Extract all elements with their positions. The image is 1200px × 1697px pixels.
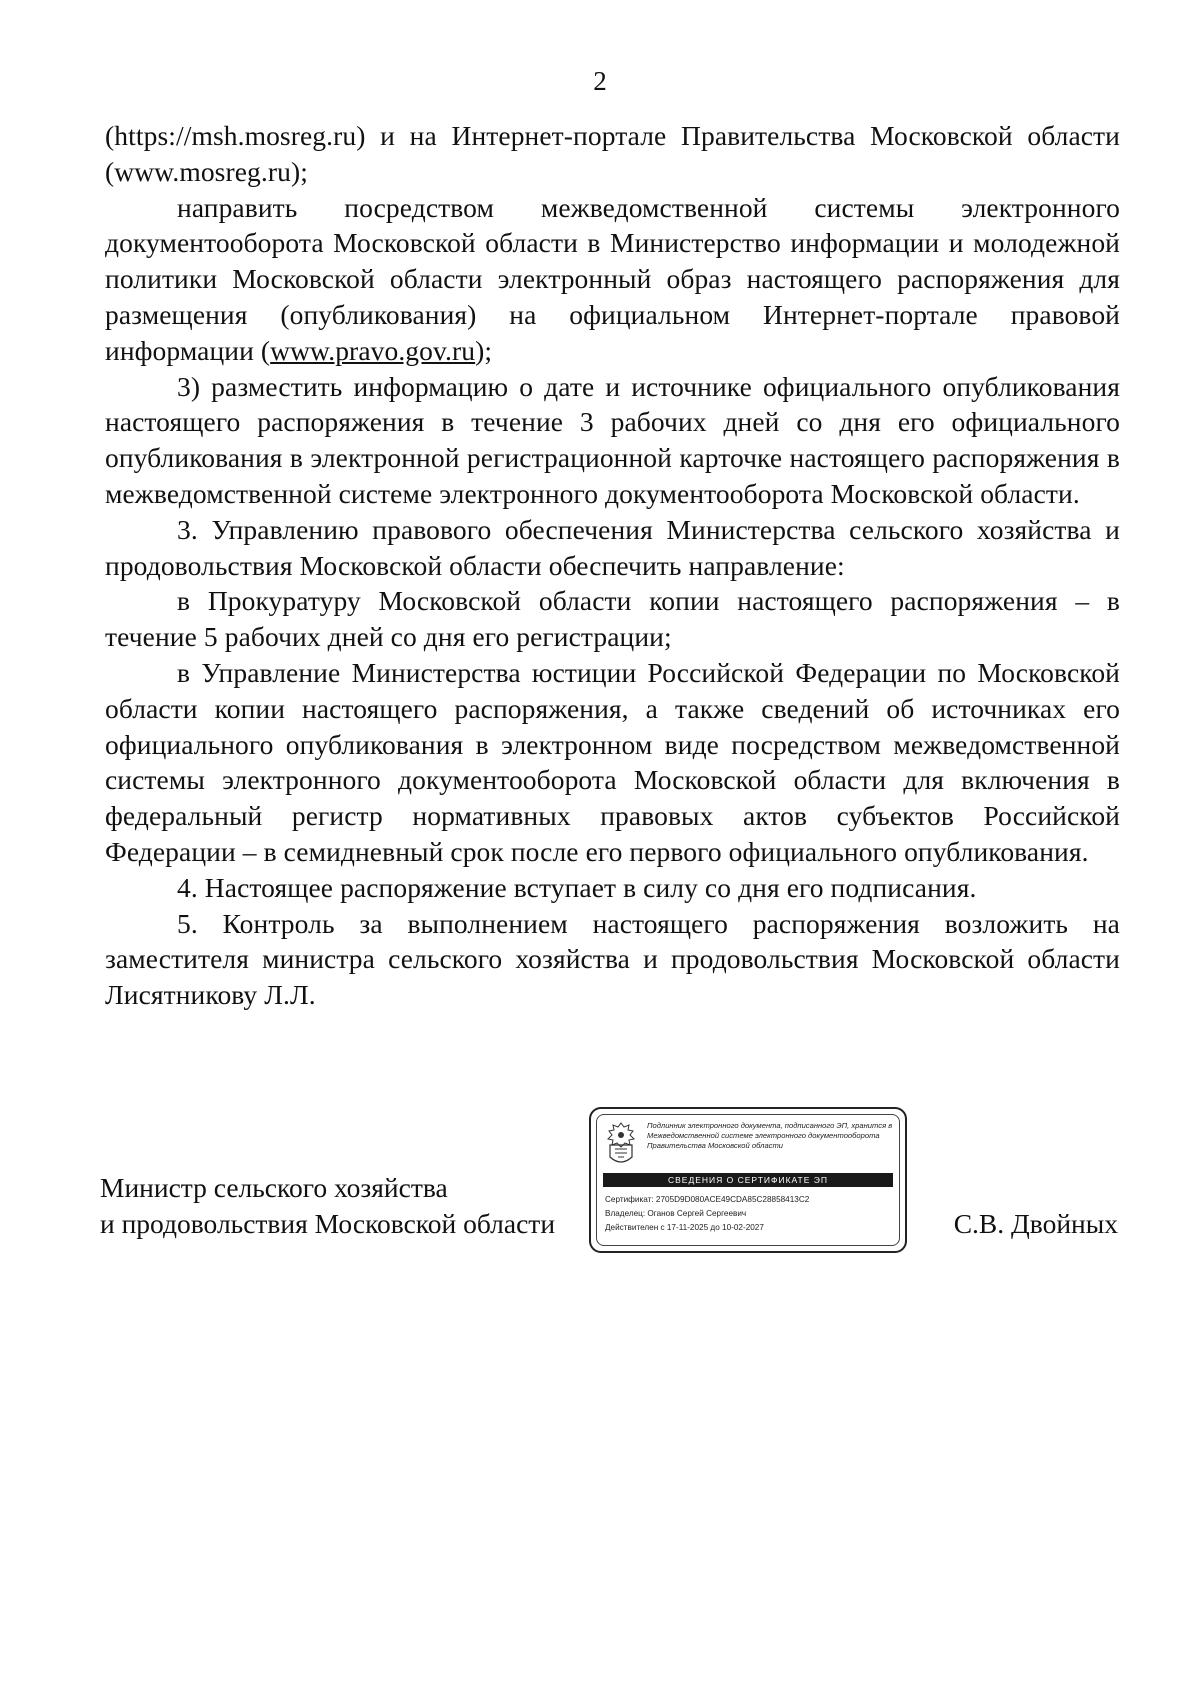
paragraph-2 [105,190,1120,369]
stamp-certificate-details [605,1193,897,1235]
paragraph-7: 4. Настоящее распоряжение вступает в силу со дня его подписания. [177,871,977,903]
stamp-certificate-number: Сертификат: 2705D9D080ACE49CDA85C28858413C2 [605,1195,810,1204]
paragraph-1: (https://msh.mosreg.ru) и на Интернет-портале Правительства Московской области (www.mosreg.ru); [105,120,1120,187]
paragraph-8: 5. Контроль за выполнением настоящего распоряжения возложить на заместителя министра сельского хозяйства и продовольствия Московской области Лисятникову Л.Л. [105,907,1120,1011]
moscow-oblast-emblem-icon [603,1121,639,1167]
stamp-certificate-header: СВЕДЕНИЯ О СЕРТИФИКАТЕ ЭП [603,1173,893,1187]
signatory-position-line-1: Министр сельского хозяйства [100,1172,448,1203]
paragraph-4: 3. Управлению правового обеспечения Министерства сельского хозяйства и продовольствия Московской области обеспечить направление: [105,513,1120,581]
paragraph-3: 3) разместить информацию о дате и источнике официального опубликования настоящего распоряжения в течение 3 рабочих дней со дня его официального опубликования в электронной регистрационной карточке настоящего распоряжения в межведомственной системе электронного документооборота Московской области. [105,370,1120,509]
electronic-signature-stamp [589,1107,907,1253]
stamp-certificate-owner: Владелец: Оганов Сергей Сергеевич [605,1209,747,1218]
signatory-name: С.В. Двойных [953,1208,1118,1239]
stamp-certificate-validity: Действителен с 17-11-2025 до 10-02-2027 [605,1223,764,1232]
pravo-link[interactable]: www.pravo.gov.ru [270,334,476,366]
signatory-position [100,1170,555,1242]
paragraph-6: в Управление Министерства юстиции Российской Федерации по Московской области копии настоящего распоряжения, а также сведений об источниках его официального опубликования в электронном виде посредством межведомственной системы электронного документооборота Московской области для включения в федеральный регистр нормативных правовых актов субъектов Российской Федерации – в семидневный срок после его первого официального опубликования. [105,656,1120,867]
document-body [105,118,1120,1013]
signatory-position-line-2: и продовольствия Московской области [100,1208,556,1239]
paragraph-2-tail: ); [475,334,493,366]
paragraph-5: в Прокуратуру Московской области копии настоящего распоряжения – в течение 5 рабочих дней со дня его регистрации; [105,585,1120,653]
paragraph-2-text: направить посредством межведомственной системы электронного документооборота Московской области в Министерство информации и молодежной политики Московской области электронный образ настоящего распоряжения для размещения (опубликования) на официальном Интернет-портале правовой информации ( [105,191,1120,366]
page-number: 2 [593,66,607,96]
stamp-note: Подлинник электронного документа, подписанного ЭП, хранится в Межведомственной системе электронного документооборота Правительства Московской области [647,1121,893,1150]
